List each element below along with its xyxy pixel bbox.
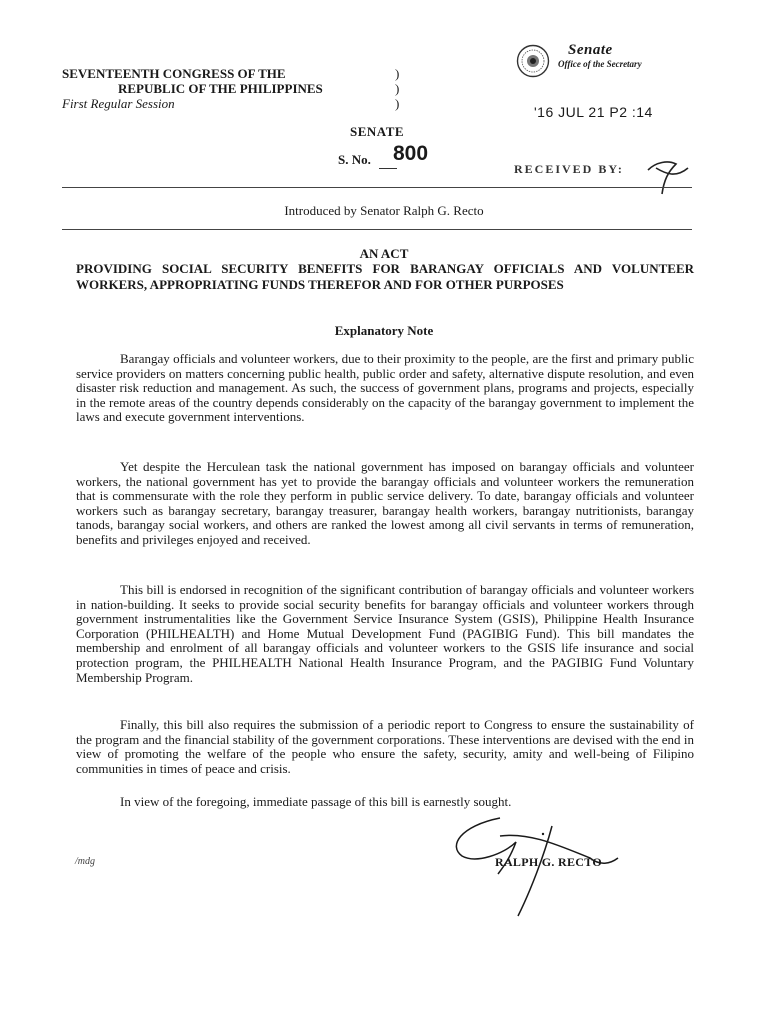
congress-header bbox=[62, 66, 323, 111]
note-paragraph-2: Yet despite the Herculean task the national government has imposed on barangay officials and volunteer workers, the national government has yet to provide the barangay officials and volunteer workers the remuneration that is commensurate with the role they perform in public service delivery. To date, barangay officials and volunteer workers such as barangay secretary, barangay treasurer, barangay health workers, barangay nutritionists, barangay tanods, barangay social workers, and others are ranked the lowest among all civil servants in terms of remuneration, benefits and privileges enjoyed and received. bbox=[76, 459, 694, 547]
act-title: AN ACT bbox=[359, 246, 409, 261]
note-paragraph-5: In view of the foregoing, immediate passage of this bill is earnestly sought. bbox=[120, 794, 512, 809]
note-paragraph-1: Barangay officials and volunteer workers, due to their proximity to the people, are the first and primary public service providers on matters concerning public health, public order and safety, alternative dispute resolution, and even disaster risk reduction and management. As such, the success of government plans, programs and projects, especially in the remote areas of the country depends considerably on the capacity of the barangay government to implement the laws and execute government interventions. bbox=[76, 351, 694, 425]
top-rule bbox=[62, 187, 692, 188]
signer-name: RALPH G. RECTO bbox=[495, 855, 602, 869]
chamber-label: SENATE bbox=[350, 124, 405, 139]
congress-line-1: SEVENTEENTH CONGRESS OF THE bbox=[62, 66, 286, 81]
stamp-date: '16 JUL 21 P2 :14 bbox=[534, 104, 653, 120]
stamp-office: Office of the Secretary bbox=[558, 59, 642, 69]
paren-1: ) bbox=[395, 66, 400, 81]
introduced-by: Introduced by Senator Ralph G. Recto bbox=[284, 203, 484, 218]
paren-2: ) bbox=[395, 81, 400, 96]
bill-number-underline bbox=[379, 168, 397, 169]
note-paragraph-3: This bill is endorsed in recognition of the significant contribution of barangay officials and volunteer workers in nation-building. It seeks to provide social security benefits for barangay officials and volunteer workers through government instrumentalities like the Government Service Insurance System (GSIS), Philippine Health Insurance Corporation (PHILHEALTH) and Home Mutual Development Fund (PAGIBIG Fund). This bill mandates the membership and enrolment of all barangay officials and volunteer workers to the GSIS life insurance and social protection program, the PHILHEALTH National Health Insurance Program, and the PAGIBIG Fund Voluntary Membership Program. bbox=[76, 582, 694, 685]
session-label: First Regular Session bbox=[62, 96, 175, 111]
senate-seal-icon bbox=[516, 44, 550, 78]
header-parentheses bbox=[395, 66, 399, 111]
staff-initials: /mdg bbox=[75, 856, 95, 867]
note-paragraph-4: Finally, this bill also requires the submission of a periodic report to Congress to ensure the sustainability of the program and the financial stability of the government corporations. These interventions are devised with the end in view of promoting the welfare of the people who ensure the safety, security, amity and well-being of Filipino communities in times of peace and crisis. bbox=[76, 717, 694, 776]
stamp-title: Senate bbox=[568, 42, 613, 58]
paren-3: ) bbox=[395, 96, 400, 111]
bill-number: 800 bbox=[393, 142, 429, 165]
bottom-rule bbox=[62, 229, 692, 230]
received-initial-mark-icon bbox=[642, 148, 692, 198]
explanatory-note-heading: Explanatory Note bbox=[334, 323, 434, 338]
bill-number-label: S. No. bbox=[338, 152, 371, 167]
act-description: PROVIDING SOCIAL SECURITY BENEFITS FOR BARANGAY OFFICIALS AND VOLUNTEER WORKERS, APPROPRIATING FUNDS THEREFOR AND FOR OTHER PURPOSES bbox=[76, 261, 694, 292]
congress-line-2: REPUBLIC OF THE PHILIPPINES bbox=[118, 81, 323, 96]
received-by-label: RECEIVED BY: bbox=[514, 162, 624, 176]
